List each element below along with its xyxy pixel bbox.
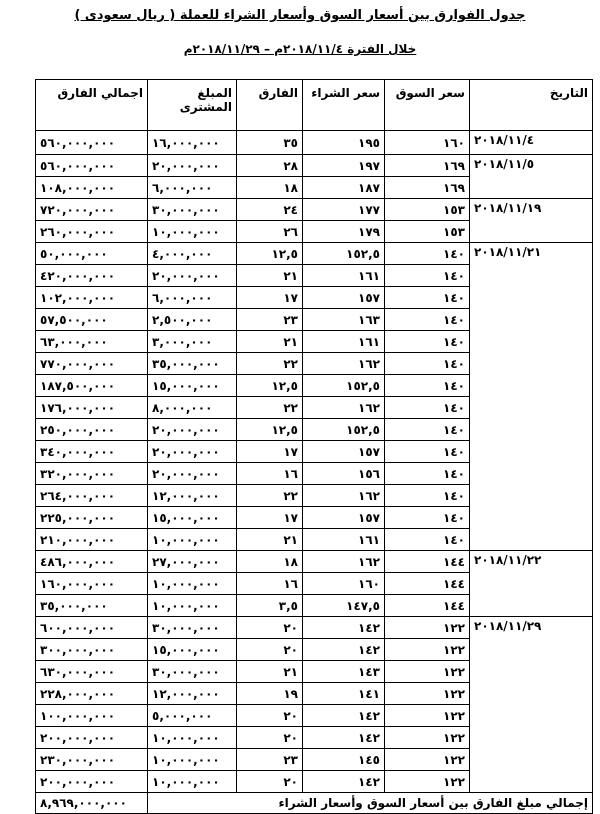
market-price-cell: ١٢٢ [385, 617, 470, 639]
difference-cell: ٢٢ [237, 485, 303, 507]
market-price-cell: ١٤٠ [385, 309, 470, 331]
amount-purchased-cell: ١٠,٠٠٠,٠٠٠ [148, 573, 237, 595]
total-difference-cell: ١٠٢,٠٠٠,٠٠٠ [36, 287, 148, 309]
grand-total-label: إجمالي مبلغ الفارق بين أسعار السوق وأسعار الشراء [148, 793, 593, 814]
purchase-price-cell: ١٥٢,٥ [303, 243, 385, 265]
difference-cell: ٢١ [237, 661, 303, 683]
amount-purchased-cell: ١٥,٠٠٠,٠٠٠ [148, 375, 237, 397]
table-header-row [36, 80, 593, 131]
difference-cell: ١٨ [237, 177, 303, 199]
table-row [36, 155, 593, 177]
difference-cell: ٣٥ [237, 131, 303, 155]
difference-cell: ١٦ [237, 463, 303, 485]
difference-cell: ٢٠ [237, 617, 303, 639]
difference-cell: ٢٣ [237, 309, 303, 331]
purchase-price-cell: ١٤٢ [303, 617, 385, 639]
market-price-cell: ١٢٢ [385, 639, 470, 661]
total-difference-cell: ٢٢٥,٠٠٠,٠٠٠ [36, 507, 148, 529]
total-difference-cell: ٥٦٠,٠٠٠,٠٠٠ [36, 155, 148, 177]
header-amount-purchased: المبلغ المشترى [148, 80, 237, 131]
market-price-cell: ١٤٠ [385, 463, 470, 485]
purchase-price-cell: ١٦١ [303, 331, 385, 353]
amount-purchased-cell: ٢٠,٠٠٠,٠٠٠ [148, 155, 237, 177]
market-price-cell: ١٦٩ [385, 177, 470, 199]
grand-total-row [36, 793, 593, 814]
amount-purchased-cell: ١٢,٠٠٠,٠٠٠ [148, 485, 237, 507]
document-title: جدول الفوارق بين أسعار السوق وأسعار الشراء للعملة ( ريال سعودى ) [74, 8, 526, 23]
purchase-price-cell: ١٦٢ [303, 485, 385, 507]
table-row [36, 199, 593, 221]
purchase-price-cell: ١٥٧ [303, 507, 385, 529]
table-row [36, 617, 593, 639]
market-price-cell: ١٤٤ [385, 595, 470, 617]
market-price-cell: ١٤٠ [385, 375, 470, 397]
total-difference-cell: ٣٢٠,٠٠٠,٠٠٠ [36, 463, 148, 485]
amount-purchased-cell: ١٠,٠٠٠,٠٠٠ [148, 529, 237, 551]
table-row [36, 131, 593, 155]
date-cell: ٢٠١٨/١١/٢٢ [470, 551, 593, 617]
purchase-price-cell: ١٤٢ [303, 705, 385, 727]
total-difference-cell: ٢٠٠,٠٠٠,٠٠٠ [36, 771, 148, 793]
total-difference-cell: ١٠٨,٠٠٠,٠٠٠ [36, 177, 148, 199]
total-difference-cell: ٣٥,٠٠٠,٠٠٠ [36, 595, 148, 617]
market-price-cell: ١٤٠ [385, 419, 470, 441]
total-difference-cell: ٢٣٠,٠٠٠,٠٠٠ [36, 749, 148, 771]
document-subtitle: خلال الفترة ٢٠١٨/١١/٤م – ٢٠١٨/١١/٢٩م [183, 42, 417, 56]
purchase-price-cell: ١٤٢ [303, 771, 385, 793]
difference-cell: ٢٣ [237, 749, 303, 771]
total-difference-cell: ٢١٠,٠٠٠,٠٠٠ [36, 529, 148, 551]
total-difference-cell: ١٧٦,٠٠٠,٠٠٠ [36, 397, 148, 419]
market-price-cell: ١٢٢ [385, 683, 470, 705]
amount-purchased-cell: ٢٠,٠٠٠,٠٠٠ [148, 419, 237, 441]
purchase-price-cell: ١٤٢ [303, 727, 385, 749]
total-difference-cell: ٢٦٤,٠٠٠,٠٠٠ [36, 485, 148, 507]
purchase-price-cell: ١٤١ [303, 683, 385, 705]
table-row [36, 551, 593, 573]
market-price-cell: ١٤٠ [385, 397, 470, 419]
difference-cell: ١٧ [237, 441, 303, 463]
purchase-price-cell: ١٩٧ [303, 155, 385, 177]
market-price-cell: ١٦٠ [385, 131, 470, 155]
amount-purchased-cell: ٢٠,٠٠٠,٠٠٠ [148, 441, 237, 463]
amount-purchased-cell: ٦,٠٠٠,٠٠٠ [148, 177, 237, 199]
amount-purchased-cell: ٢٠,٠٠٠,٠٠٠ [148, 265, 237, 287]
amount-purchased-cell: ٥,٠٠٠,٠٠٠ [148, 705, 237, 727]
difference-cell: ١٢,٥ [237, 243, 303, 265]
total-difference-cell: ٢٠٠,٠٠٠,٠٠٠ [36, 727, 148, 749]
difference-cell: ٢٤ [237, 199, 303, 221]
purchase-price-cell: ١٦٢ [303, 353, 385, 375]
difference-cell: ٢٠ [237, 771, 303, 793]
difference-cell: ٢١ [237, 331, 303, 353]
total-difference-cell: ٢٢٨,٠٠٠,٠٠٠ [36, 683, 148, 705]
market-price-cell: ١٤٠ [385, 243, 470, 265]
market-price-cell: ١٤٠ [385, 507, 470, 529]
market-price-cell: ١٥٣ [385, 199, 470, 221]
total-difference-cell: ٦٠٠,٠٠٠,٠٠٠ [36, 617, 148, 639]
total-difference-cell: ٥٦٠,٠٠٠,٠٠٠ [36, 131, 148, 155]
purchase-price-cell: ١٦٢ [303, 551, 385, 573]
total-difference-cell: ٧٧٠,٠٠٠,٠٠٠ [36, 353, 148, 375]
purchase-price-cell: ١٦١ [303, 529, 385, 551]
grand-total-value: ٨,٩٦٩,٠٠٠,٠٠٠ [36, 793, 148, 814]
date-cell: ٢٠١٨/١١/١٩ [470, 199, 593, 243]
total-difference-cell: ١٠٠,٠٠٠,٠٠٠ [36, 705, 148, 727]
date-cell: ٢٠١٨/١١/٤ [470, 131, 593, 155]
amount-purchased-cell: ١٠,٠٠٠,٠٠٠ [148, 595, 237, 617]
amount-purchased-cell: ٣٠,٠٠٠,٠٠٠ [148, 661, 237, 683]
amount-purchased-cell: ٦,٠٠٠,٠٠٠ [148, 287, 237, 309]
difference-cell: ١٢,٥ [237, 419, 303, 441]
amount-purchased-cell: ١٠,٠٠٠,٠٠٠ [148, 221, 237, 243]
market-price-cell: ١٢٢ [385, 661, 470, 683]
total-difference-cell: ٦٣٠,٠٠٠,٠٠٠ [36, 661, 148, 683]
market-price-cell: ١٢٢ [385, 705, 470, 727]
purchase-price-cell: ١٤٢ [303, 639, 385, 661]
difference-cell: ١٦ [237, 573, 303, 595]
total-difference-cell: ٤٨٦,٠٠٠,٠٠٠ [36, 551, 148, 573]
purchase-price-cell: ١٧٧ [303, 199, 385, 221]
purchase-price-cell: ١٦٠ [303, 573, 385, 595]
difference-cell: ٢٨ [237, 155, 303, 177]
purchase-price-cell: ١٩٥ [303, 131, 385, 155]
market-price-cell: ١٤٠ [385, 331, 470, 353]
difference-cell: ٢٢ [237, 353, 303, 375]
market-price-cell: ١٤٠ [385, 353, 470, 375]
difference-cell: ٢٢ [237, 397, 303, 419]
market-price-cell: ١٤٠ [385, 265, 470, 287]
market-price-cell: ١٦٩ [385, 155, 470, 177]
market-price-cell: ١٤٠ [385, 287, 470, 309]
market-price-cell: ١٥٣ [385, 221, 470, 243]
purchase-price-cell: ١٤٣ [303, 661, 385, 683]
purchase-price-cell: ١٦٢ [303, 397, 385, 419]
total-difference-cell: ٢٥٠,٠٠٠,٠٠٠ [36, 419, 148, 441]
amount-purchased-cell: ١٥,٠٠٠,٠٠٠ [148, 639, 237, 661]
difference-cell: ١٧ [237, 507, 303, 529]
difference-cell: ١٩ [237, 683, 303, 705]
total-difference-cell: ١٨٧,٥٠٠,٠٠٠ [36, 375, 148, 397]
amount-purchased-cell: ٣,٠٠٠,٠٠٠ [148, 331, 237, 353]
market-price-cell: ١٤٤ [385, 573, 470, 595]
date-cell: ٢٠١٨/١١/٥ [470, 155, 593, 199]
purchase-price-cell: ١٧٩ [303, 221, 385, 243]
difference-cell: ٣,٥ [237, 595, 303, 617]
purchase-price-cell: ١٥٢,٥ [303, 419, 385, 441]
amount-purchased-cell: ١٠,٠٠٠,٠٠٠ [148, 771, 237, 793]
purchase-price-cell: ١٤٥ [303, 749, 385, 771]
total-difference-cell: ١٦٠,٠٠٠,٠٠٠ [36, 573, 148, 595]
amount-purchased-cell: ١٢,٠٠٠,٠٠٠ [148, 683, 237, 705]
total-difference-cell: ٣٤٠,٠٠٠,٠٠٠ [36, 441, 148, 463]
date-cell: ٢٠١٨/١١/٢٩ [470, 617, 593, 793]
amount-purchased-cell: ١٦,٠٠٠,٠٠٠ [148, 131, 237, 155]
amount-purchased-cell: ٣٠,٠٠٠,٠٠٠ [148, 199, 237, 221]
amount-purchased-cell: ٢٠,٠٠٠,٠٠٠ [148, 463, 237, 485]
date-cell: ٢٠١٨/١١/٢١ [470, 243, 593, 551]
difference-cell: ٢٠ [237, 639, 303, 661]
amount-purchased-cell: ٢٧,٠٠٠,٠٠٠ [148, 551, 237, 573]
difference-cell: ٢٦ [237, 221, 303, 243]
amount-purchased-cell: ٣٠,٠٠٠,٠٠٠ [148, 617, 237, 639]
header-purchase-price: سعر الشراء [303, 80, 385, 131]
purchase-price-cell: ١٥٧ [303, 441, 385, 463]
amount-purchased-cell: ١٠,٠٠٠,٠٠٠ [148, 727, 237, 749]
amount-purchased-cell: ٨,٠٠٠,٠٠٠ [148, 397, 237, 419]
total-difference-cell: ٣٠٠,٠٠٠,٠٠٠ [36, 639, 148, 661]
purchase-price-cell: ١٥٧ [303, 287, 385, 309]
difference-cell: ١٨ [237, 551, 303, 573]
difference-cell: ٢٠ [237, 727, 303, 749]
market-price-cell: ١٢٢ [385, 727, 470, 749]
difference-cell: ١٢,٥ [237, 375, 303, 397]
amount-purchased-cell: ٣٥,٠٠٠,٠٠٠ [148, 353, 237, 375]
purchase-price-cell: ١٦٣ [303, 309, 385, 331]
header-date: التاريخ [470, 80, 593, 131]
header-market-price: سعر السوق [385, 80, 470, 131]
amount-purchased-cell: ١٠,٠٠٠,٠٠٠ [148, 749, 237, 771]
market-price-cell: ١٢٢ [385, 771, 470, 793]
total-difference-cell: ٥٧,٥٠٠,٠٠٠ [36, 309, 148, 331]
purchase-price-cell: ١٥٦ [303, 463, 385, 485]
total-difference-cell: ٤٢٠,٠٠٠,٠٠٠ [36, 265, 148, 287]
difference-cell: ٢٠ [237, 705, 303, 727]
purchase-price-cell: ١٤٧,٥ [303, 595, 385, 617]
amount-purchased-cell: ٢,٥٠٠,٠٠٠ [148, 309, 237, 331]
header-total-difference: اجمالي الفارق [36, 80, 148, 131]
table-row [36, 243, 593, 265]
market-price-cell: ١٢٢ [385, 749, 470, 771]
difference-cell: ٢١ [237, 529, 303, 551]
purchase-price-cell: ١٦١ [303, 265, 385, 287]
difference-cell: ٢١ [237, 265, 303, 287]
market-price-cell: ١٤٤ [385, 551, 470, 573]
purchase-price-cell: ١٥٢,٥ [303, 375, 385, 397]
difference-cell: ١٧ [237, 287, 303, 309]
total-difference-cell: ٢٦٠,٠٠٠,٠٠٠ [36, 221, 148, 243]
header-difference: الفارق [237, 80, 303, 131]
total-difference-cell: ٦٣,٠٠٠,٠٠٠ [36, 331, 148, 353]
market-price-cell: ١٤٠ [385, 441, 470, 463]
purchase-price-cell: ١٨٧ [303, 177, 385, 199]
market-price-cell: ١٤٠ [385, 529, 470, 551]
fx-difference-table [35, 79, 593, 814]
market-price-cell: ١٤٠ [385, 485, 470, 507]
amount-purchased-cell: ٤,٠٠٠,٠٠٠ [148, 243, 237, 265]
amount-purchased-cell: ١٥,٠٠٠,٠٠٠ [148, 507, 237, 529]
total-difference-cell: ٧٢٠,٠٠٠,٠٠٠ [36, 199, 148, 221]
total-difference-cell: ٥٠,٠٠٠,٠٠٠ [36, 243, 148, 265]
table-body [36, 131, 593, 793]
